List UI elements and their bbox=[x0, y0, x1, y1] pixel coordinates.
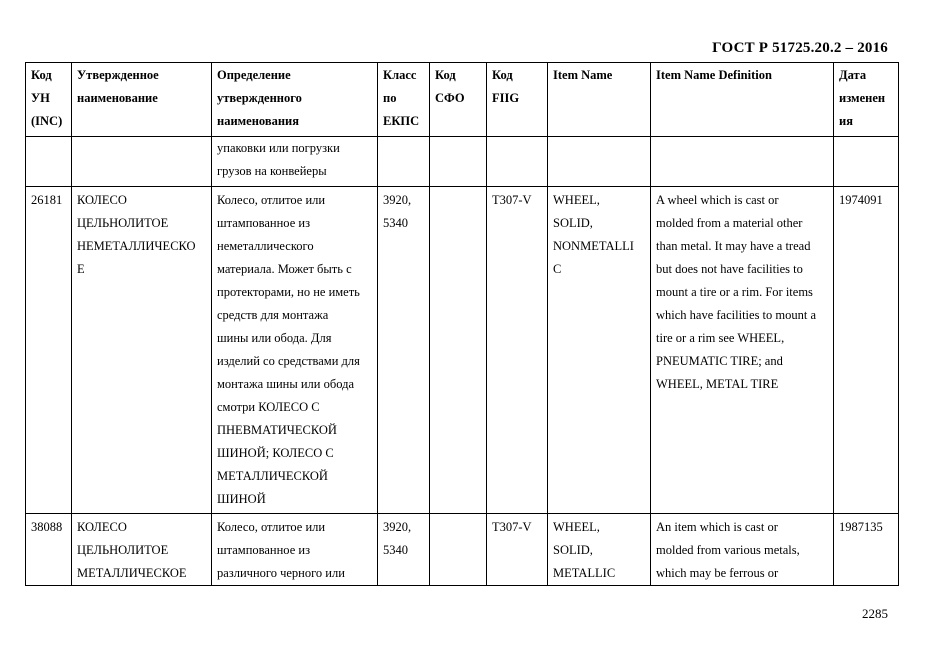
table-row bbox=[26, 137, 899, 187]
header-item-name: Item Name bbox=[548, 63, 651, 137]
cell-text-line: PNEUMATIC TIRE; and bbox=[656, 354, 783, 368]
cell-fiig-code bbox=[487, 514, 548, 586]
cell-name-definition bbox=[212, 187, 378, 514]
cell-text-line: than metal. It may have a tread bbox=[656, 239, 811, 253]
cell-item-name bbox=[548, 137, 651, 187]
cell-text-line: mount a tire or a rim. For items bbox=[656, 285, 813, 299]
cell-item-name-definition bbox=[651, 514, 834, 586]
cell-text-line: T307-V bbox=[492, 193, 532, 207]
cell-text-line: ПНЕВМАТИЧЕСКОЙ bbox=[217, 423, 337, 437]
header-item-name-definition: Item Name Definition bbox=[651, 63, 834, 137]
cell-text-line: ШИНОЙ; КОЛЕСО С bbox=[217, 446, 334, 460]
document-code: ГОСТ Р 51725.20.2 – 2016 bbox=[712, 40, 888, 56]
cell-item-name bbox=[548, 187, 651, 514]
cell-text-line: Колесо, отлитое или bbox=[217, 520, 326, 534]
cell-text-line: 38088 bbox=[31, 520, 63, 534]
cell-text-line: WHEEL, bbox=[553, 193, 600, 207]
cell-text-line: КОЛЕСО bbox=[77, 193, 127, 207]
cell-text-line: 26181 bbox=[31, 193, 63, 207]
cell-text-line: средств для монтажа bbox=[217, 308, 329, 322]
cell-text-line: C bbox=[553, 262, 562, 276]
table-row bbox=[26, 514, 899, 586]
cell-text-line: which have facilities to mount a bbox=[656, 308, 817, 322]
cell-change-date bbox=[834, 514, 899, 586]
cell-text-line: which may be ferrous or bbox=[656, 566, 779, 580]
cell-approved-name bbox=[72, 514, 212, 586]
cell-name-definition bbox=[212, 137, 378, 187]
table-header-row bbox=[26, 63, 899, 137]
cell-text-line: METALLIC bbox=[553, 566, 616, 580]
cell-class-ekps bbox=[378, 137, 430, 187]
cell-text-line: 1974091 bbox=[839, 193, 883, 207]
cell-fiig-code bbox=[487, 137, 548, 187]
cell-inc-code bbox=[26, 137, 72, 187]
header-approved-name: Утвержденное наименование bbox=[72, 63, 212, 137]
cell-text-line: ЦЕЛЬНОЛИТОЕ bbox=[77, 216, 169, 230]
cell-text-line: МЕТАЛЛИЧЕСКОЙ bbox=[217, 469, 328, 483]
cell-text-line: 3920, bbox=[383, 520, 412, 534]
cell-text-line: WHEEL, METAL TIRE bbox=[656, 377, 779, 391]
cell-text-line: монтажа шины или обода bbox=[217, 377, 354, 391]
cell-text-line: but does not have facilities to bbox=[656, 262, 803, 276]
cell-inc-code bbox=[26, 514, 72, 586]
cell-text-line: ЦЕЛЬНОЛИТОЕ bbox=[77, 543, 169, 557]
cell-text-line: штампованное из bbox=[217, 543, 311, 557]
cell-class-ekps bbox=[378, 187, 430, 514]
header-change-date: Дата изменен ия bbox=[834, 63, 899, 137]
header-inc-code: Код УН (INC) bbox=[26, 63, 72, 137]
cell-text-line: molded from a material other bbox=[656, 216, 803, 230]
classification-table bbox=[25, 62, 899, 586]
cell-text-line: 5340 bbox=[383, 216, 408, 230]
cell-change-date bbox=[834, 137, 899, 187]
cell-text-line: неметаллического bbox=[217, 239, 314, 253]
cell-inc-code bbox=[26, 187, 72, 514]
cell-text-line: A wheel which is cast or bbox=[656, 193, 779, 207]
cell-text-line: материала. Может быть с bbox=[217, 262, 352, 276]
cell-text-line: An item which is cast or bbox=[656, 520, 778, 534]
cell-text-line: НЕМЕТАЛЛИЧЕСКО bbox=[77, 239, 196, 253]
cell-text-line: molded from various metals, bbox=[656, 543, 800, 557]
cell-approved-name bbox=[72, 137, 212, 187]
cell-item-name bbox=[548, 514, 651, 586]
cell-text-line: WHEEL, bbox=[553, 520, 600, 534]
cell-text-line: изделий со средствами для bbox=[217, 354, 360, 368]
cell-item-name-definition bbox=[651, 187, 834, 514]
cell-text-line: различного черного или bbox=[217, 566, 345, 580]
header-class-ekps: Класс по ЕКПС bbox=[378, 63, 430, 137]
header-name-definition: Определение утвержденного наименования bbox=[212, 63, 378, 137]
cell-fiig-code bbox=[487, 187, 548, 514]
cell-text-line: штампованное из bbox=[217, 216, 311, 230]
cell-approved-name bbox=[72, 187, 212, 514]
cell-class-ekps bbox=[378, 514, 430, 586]
cell-text-line: SOLID, bbox=[553, 216, 593, 230]
cell-text-line: упаковки или погрузки bbox=[217, 141, 340, 155]
cell-text-line: КОЛЕСО bbox=[77, 520, 127, 534]
cell-sfo-code bbox=[430, 514, 487, 586]
cell-text-line: T307-V bbox=[492, 520, 532, 534]
cell-text-line: ШИНОЙ bbox=[217, 492, 266, 506]
cell-sfo-code bbox=[430, 187, 487, 514]
cell-sfo-code bbox=[430, 137, 487, 187]
cell-text-line: NONMETALLI bbox=[553, 239, 634, 253]
cell-text-line: 1987135 bbox=[839, 520, 883, 534]
header-fiig-code: Код FIIG bbox=[487, 63, 548, 137]
cell-name-definition bbox=[212, 514, 378, 586]
cell-text-line: tire or a rim see WHEEL, bbox=[656, 331, 785, 345]
cell-text-line: МЕТАЛЛИЧЕСКОЕ bbox=[77, 566, 187, 580]
cell-text-line: 5340 bbox=[383, 543, 408, 557]
cell-text-line: смотри КОЛЕСО С bbox=[217, 400, 320, 414]
cell-text-line: протекторами, но не иметь bbox=[217, 285, 360, 299]
table-row bbox=[26, 187, 899, 514]
cell-text-line: Е bbox=[77, 262, 85, 276]
cell-item-name-definition bbox=[651, 137, 834, 187]
cell-change-date bbox=[834, 187, 899, 514]
cell-text-line: 3920, bbox=[383, 193, 412, 207]
cell-text-line: грузов на конвейеры bbox=[217, 164, 327, 178]
page-number: 2285 bbox=[862, 606, 888, 621]
cell-text-line: SOLID, bbox=[553, 543, 593, 557]
cell-text-line: Колесо, отлитое или bbox=[217, 193, 326, 207]
cell-text-line: шины или обода. Для bbox=[217, 331, 332, 345]
header-sfo-code: Код СФО bbox=[430, 63, 487, 137]
